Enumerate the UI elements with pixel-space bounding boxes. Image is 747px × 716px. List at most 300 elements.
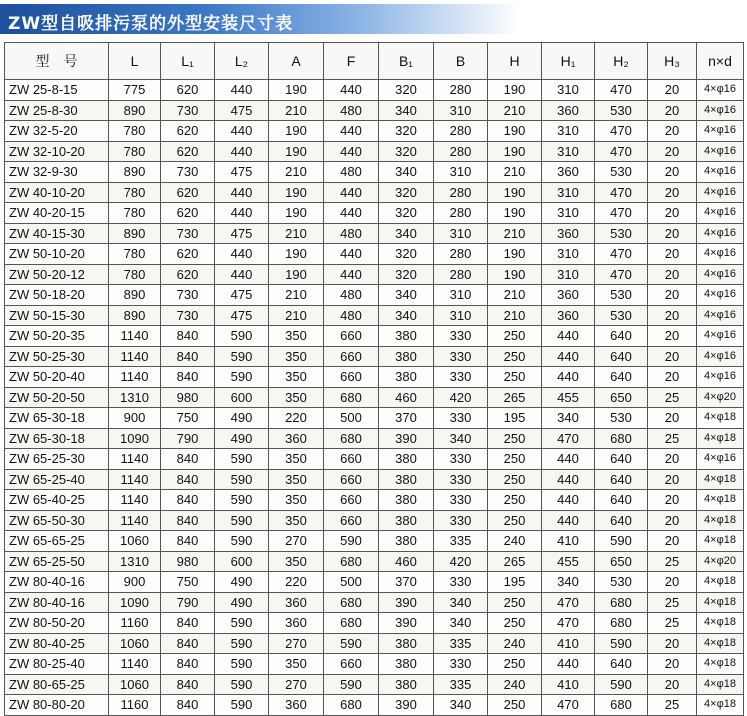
dimension-cell: 1090: [109, 592, 161, 613]
dimension-cell: 420: [434, 551, 488, 572]
dimension-cell: 25: [648, 387, 697, 408]
dimension-cell: 440: [542, 346, 595, 367]
dimension-cell: 500: [324, 572, 379, 593]
dimension-cell: 480: [324, 285, 379, 306]
dimension-cell: 265: [488, 387, 542, 408]
dimension-cell: 380: [379, 367, 434, 388]
dimension-cell: 20: [648, 80, 697, 101]
dimension-cell: 1140: [109, 346, 161, 367]
dimension-cell: 190: [269, 141, 324, 162]
dimension-cell: 380: [379, 674, 434, 695]
dimension-cell: 280: [434, 80, 488, 101]
dimension-cell: 250: [488, 654, 542, 675]
dimension-cell: 280: [434, 121, 488, 142]
table-row: [5, 387, 744, 408]
dimension-cell: 900: [109, 572, 161, 593]
hole-spec-cell: 4×φ16: [697, 141, 744, 162]
table-row: [5, 449, 744, 470]
dimension-cell: 370: [379, 408, 434, 429]
dimension-cell: 20: [648, 408, 697, 429]
dimension-cell: 730: [161, 305, 215, 326]
dimension-cell: 20: [648, 285, 697, 306]
hole-spec-cell: 4×φ18: [697, 592, 744, 613]
dimension-cell: 320: [379, 264, 434, 285]
dimension-cell: 900: [109, 408, 161, 429]
dimension-cell: 980: [161, 551, 215, 572]
dimension-cell: 190: [488, 203, 542, 224]
table-row: [5, 346, 744, 367]
dimension-cell: 1060: [109, 674, 161, 695]
dimension-cell: 250: [488, 469, 542, 490]
table-row: [5, 408, 744, 429]
dimension-cell: 840: [161, 633, 215, 654]
dimension-cell: 640: [595, 367, 648, 388]
dimension-cell: 410: [542, 633, 595, 654]
dimension-cell: 340: [434, 428, 488, 449]
dimension-cell: 840: [161, 367, 215, 388]
dimension-cell: 590: [595, 633, 648, 654]
dimension-cell: 440: [324, 141, 379, 162]
dimension-cell: 455: [542, 551, 595, 572]
dimension-cell: 440: [324, 264, 379, 285]
dimension-cell: 680: [324, 387, 379, 408]
dimension-cell: 750: [161, 408, 215, 429]
dimension-cell: 380: [379, 654, 434, 675]
dimension-cell: 20: [648, 674, 697, 695]
dimension-cell: 530: [595, 223, 648, 244]
dimension-cell: 480: [324, 305, 379, 326]
dimension-cell: 530: [595, 100, 648, 121]
dimension-cell: 20: [648, 633, 697, 654]
dimension-cell: 680: [324, 551, 379, 572]
table-row: [5, 633, 744, 654]
dimension-cell: 210: [488, 305, 542, 326]
dimension-cell: 240: [488, 531, 542, 552]
dimension-cell: 390: [379, 428, 434, 449]
dimension-cell: 440: [215, 244, 269, 265]
dimension-cell: 890: [109, 100, 161, 121]
dimension-cell: 680: [595, 613, 648, 634]
hole-spec-cell: 4×φ18: [697, 408, 744, 429]
hole-spec-cell: 4×φ16: [697, 305, 744, 326]
model-cell: ZW 65-25-50: [5, 551, 109, 572]
dimension-cell: 590: [215, 469, 269, 490]
dimension-cell: 440: [324, 121, 379, 142]
dimension-cell: 20: [648, 510, 697, 531]
model-cell: ZW 65-50-30: [5, 510, 109, 531]
dimension-cell: 20: [648, 367, 697, 388]
dimension-cell: 280: [434, 182, 488, 203]
table-row: [5, 182, 744, 203]
dimension-cell: 360: [542, 100, 595, 121]
dimension-cell: 590: [324, 674, 379, 695]
dimension-cell: 380: [379, 326, 434, 347]
table-row: [5, 367, 744, 388]
table-row: [5, 141, 744, 162]
column-header: 型 号: [5, 43, 109, 80]
title-bar: [0, 4, 520, 34]
dimension-cell: 590: [215, 367, 269, 388]
hole-spec-cell: 4×φ16: [697, 121, 744, 142]
dimension-cell: 640: [595, 469, 648, 490]
dimension-cell: 680: [324, 613, 379, 634]
dimension-cell: 190: [269, 244, 324, 265]
dimension-cell: 890: [109, 223, 161, 244]
dimension-cell: 330: [434, 367, 488, 388]
dimension-cell: 270: [269, 674, 324, 695]
dimension-cell: 310: [434, 305, 488, 326]
dimension-cell: 460: [379, 387, 434, 408]
hole-spec-cell: 4×φ16: [697, 264, 744, 285]
dimension-cell: 350: [269, 654, 324, 675]
model-cell: ZW 80-65-25: [5, 674, 109, 695]
dimension-cell: 590: [595, 674, 648, 695]
dimension-cell: 780: [109, 264, 161, 285]
model-cell: ZW 80-40-16: [5, 572, 109, 593]
table-row: [5, 572, 744, 593]
dimension-cell: 1090: [109, 428, 161, 449]
dimension-cell: 640: [595, 326, 648, 347]
dimension-cell: 660: [324, 654, 379, 675]
dimension-cell: 340: [434, 613, 488, 634]
dimension-cell: 190: [269, 203, 324, 224]
dimension-cell: 195: [488, 572, 542, 593]
dimension-cell: 20: [648, 264, 697, 285]
dimension-cell: 390: [379, 592, 434, 613]
dimension-cell: 380: [379, 490, 434, 511]
dimension-cell: 20: [648, 244, 697, 265]
dimension-cell: 590: [215, 346, 269, 367]
table-row: [5, 490, 744, 511]
dimension-cell: 890: [109, 305, 161, 326]
dimension-cell: 530: [595, 305, 648, 326]
dimension-cell: 780: [109, 244, 161, 265]
model-cell: ZW 65-25-40: [5, 469, 109, 490]
dimension-cell: 590: [215, 674, 269, 695]
model-cell: ZW 65-65-25: [5, 531, 109, 552]
hole-spec-cell: 4×φ16: [697, 346, 744, 367]
dimension-cell: 590: [215, 654, 269, 675]
dimension-cell: 730: [161, 223, 215, 244]
dimension-cell: 440: [215, 80, 269, 101]
dimension-cell: 1140: [109, 490, 161, 511]
dimension-cell: 250: [488, 428, 542, 449]
column-header: B: [434, 43, 488, 80]
dimension-cell: 25: [648, 613, 697, 634]
dimension-cell: 280: [434, 244, 488, 265]
dimension-cell: 500: [324, 408, 379, 429]
dimension-cell: 455: [542, 387, 595, 408]
model-cell: ZW 25-8-15: [5, 80, 109, 101]
hole-spec-cell: 4×φ18: [697, 428, 744, 449]
dimension-cell: 590: [324, 633, 379, 654]
dimension-cell: 660: [324, 469, 379, 490]
model-cell: ZW 80-40-25: [5, 633, 109, 654]
dimension-cell: 730: [161, 285, 215, 306]
dimension-cell: 250: [488, 613, 542, 634]
hole-spec-cell: 4×φ16: [697, 182, 744, 203]
hole-spec-cell: 4×φ18: [697, 633, 744, 654]
hole-spec-cell: 4×φ18: [697, 469, 744, 490]
dimension-cell: 360: [269, 428, 324, 449]
column-header: n×d: [697, 43, 744, 80]
dimension-cell: 20: [648, 326, 697, 347]
column-header: F: [324, 43, 379, 80]
dimension-cell: 340: [434, 695, 488, 716]
dimension-cell: 25: [648, 428, 697, 449]
dimension-cell: 310: [434, 285, 488, 306]
model-cell: ZW 40-10-20: [5, 182, 109, 203]
dimension-cell: 730: [161, 162, 215, 183]
dimension-cell: 890: [109, 162, 161, 183]
dimension-cell: 330: [434, 449, 488, 470]
dimension-cell: 210: [488, 100, 542, 121]
dimension-cell: 25: [648, 592, 697, 613]
dimension-cell: 310: [542, 182, 595, 203]
dimension-cell: 470: [542, 428, 595, 449]
dimension-cell: 470: [542, 613, 595, 634]
dimension-cell: 840: [161, 469, 215, 490]
dimension-cell: 350: [269, 510, 324, 531]
model-cell: ZW 32-9-30: [5, 162, 109, 183]
dimension-cell: 20: [648, 449, 697, 470]
dimension-cell: 390: [379, 695, 434, 716]
dimension-cell: 360: [269, 695, 324, 716]
dimension-cell: 380: [379, 510, 434, 531]
dimension-cell: 780: [109, 141, 161, 162]
dimension-cell: 320: [379, 121, 434, 142]
dimension-cell: 590: [215, 510, 269, 531]
column-header: H₁: [542, 43, 595, 80]
table-row: [5, 613, 744, 634]
hole-spec-cell: 4×φ16: [697, 223, 744, 244]
dimension-cell: 250: [488, 367, 542, 388]
dimension-cell: 25: [648, 551, 697, 572]
dimension-cell: 330: [434, 408, 488, 429]
dimension-cell: 335: [434, 633, 488, 654]
dimension-cell: 250: [488, 326, 542, 347]
dimension-cell: 1160: [109, 695, 161, 716]
dimension-cell: 530: [595, 408, 648, 429]
dimension-cell: 190: [488, 244, 542, 265]
dimension-cell: 280: [434, 203, 488, 224]
dimension-cell: 310: [434, 162, 488, 183]
dimension-cell: 360: [269, 592, 324, 613]
column-header: L₂: [215, 43, 269, 80]
dimension-cell: 640: [595, 346, 648, 367]
dimension-cell: 590: [215, 613, 269, 634]
dimension-cell: 470: [595, 244, 648, 265]
table-row: [5, 674, 744, 695]
dimension-cell: 265: [488, 551, 542, 572]
model-cell: ZW 40-20-15: [5, 203, 109, 224]
dimension-cell: 350: [269, 551, 324, 572]
dimension-cell: 340: [379, 100, 434, 121]
dimension-cell: 590: [595, 531, 648, 552]
dimension-cell: 440: [215, 182, 269, 203]
dimension-cell: 475: [215, 162, 269, 183]
table-row: [5, 326, 744, 347]
hole-spec-cell: 4×φ16: [697, 449, 744, 470]
dimension-cell: 190: [488, 80, 542, 101]
dimension-cell: 420: [434, 387, 488, 408]
dimension-cell: 250: [488, 449, 542, 470]
dimension-cell: 310: [542, 244, 595, 265]
hole-spec-cell: 4×φ16: [697, 162, 744, 183]
dimension-cell: 780: [109, 121, 161, 142]
dimension-cell: 190: [269, 80, 324, 101]
dimension-cell: 335: [434, 674, 488, 695]
hole-spec-cell: 4×φ16: [697, 367, 744, 388]
dimension-cell: 480: [324, 223, 379, 244]
dimension-cell: 1140: [109, 654, 161, 675]
dimension-cell: 475: [215, 223, 269, 244]
dimension-cell: 190: [488, 264, 542, 285]
dimension-cell: 190: [488, 141, 542, 162]
dimension-cell: 350: [269, 469, 324, 490]
hole-spec-cell: 4×φ18: [697, 572, 744, 593]
dimension-cell: 680: [595, 592, 648, 613]
table-row: [5, 80, 744, 101]
dimension-cell: 620: [161, 182, 215, 203]
model-cell: ZW 50-20-50: [5, 387, 109, 408]
dimension-cell: 350: [269, 490, 324, 511]
dimension-cell: 440: [542, 490, 595, 511]
dimension-cell: 310: [542, 80, 595, 101]
dimension-cell: 620: [161, 141, 215, 162]
dimension-cell: 370: [379, 572, 434, 593]
dimension-cell: 660: [324, 449, 379, 470]
dimension-cell: 20: [648, 469, 697, 490]
dimension-cell: 640: [595, 490, 648, 511]
dimension-cell: 250: [488, 490, 542, 511]
dimension-cell: 890: [109, 285, 161, 306]
dimension-cell: 470: [542, 592, 595, 613]
dimension-cell: 320: [379, 182, 434, 203]
model-cell: ZW 50-10-20: [5, 244, 109, 265]
dimension-cell: 490: [215, 572, 269, 593]
dimension-cell: 350: [269, 387, 324, 408]
dimension-cell: 660: [324, 326, 379, 347]
dimension-cell: 440: [324, 203, 379, 224]
dimension-cell: 340: [542, 572, 595, 593]
dimension-cell: 340: [542, 408, 595, 429]
dimension-cell: 840: [161, 654, 215, 675]
dimension-cell: 310: [542, 141, 595, 162]
dimension-cell: 390: [379, 613, 434, 634]
dimension-cell: 440: [215, 203, 269, 224]
dimension-cell: 1310: [109, 387, 161, 408]
hole-spec-cell: 4×φ20: [697, 387, 744, 408]
dimension-cell: 440: [542, 654, 595, 675]
dimension-cell: 20: [648, 100, 697, 121]
dimension-cell: 330: [434, 469, 488, 490]
dimension-cell: 270: [269, 633, 324, 654]
dimension-cell: 340: [434, 592, 488, 613]
dimension-cell: 340: [379, 162, 434, 183]
column-header: B₁: [379, 43, 434, 80]
dimension-cell: 310: [434, 223, 488, 244]
dimension-cell: 360: [542, 285, 595, 306]
dimension-cell: 410: [542, 674, 595, 695]
dimension-cell: 440: [542, 510, 595, 531]
table-row: [5, 285, 744, 306]
dimension-cell: 250: [488, 695, 542, 716]
dimension-cell: 470: [595, 182, 648, 203]
dimension-cell: 195: [488, 408, 542, 429]
column-header: L₁: [161, 43, 215, 80]
dimension-cell: 220: [269, 572, 324, 593]
dimension-cell: 640: [595, 449, 648, 470]
dimension-cell: 350: [269, 346, 324, 367]
dimension-cell: 360: [542, 305, 595, 326]
dimension-cell: 460: [379, 551, 434, 572]
dimension-cell: 440: [542, 469, 595, 490]
dimension-cell: 530: [595, 162, 648, 183]
dimension-cell: 210: [269, 223, 324, 244]
dimension-cell: 20: [648, 162, 697, 183]
dimension-table-container: [4, 42, 743, 716]
dimension-cell: 470: [542, 695, 595, 716]
dimension-cell: 490: [215, 408, 269, 429]
dimension-cell: 590: [215, 326, 269, 347]
dimension-cell: 380: [379, 346, 434, 367]
dimension-cell: 620: [161, 203, 215, 224]
dimension-cell: 380: [379, 531, 434, 552]
model-cell: ZW 50-20-12: [5, 264, 109, 285]
table-body: [5, 80, 744, 716]
dimension-cell: 270: [269, 531, 324, 552]
dimension-cell: 190: [269, 121, 324, 142]
model-cell: ZW 50-20-35: [5, 326, 109, 347]
dimension-cell: 20: [648, 121, 697, 142]
dimension-cell: 640: [595, 654, 648, 675]
dimension-cell: 530: [595, 285, 648, 306]
dimension-cell: 220: [269, 408, 324, 429]
dimension-cell: 780: [109, 203, 161, 224]
hole-spec-cell: 4×φ20: [697, 551, 744, 572]
dimension-cell: 440: [542, 326, 595, 347]
dimension-cell: 1060: [109, 633, 161, 654]
dimension-cell: 310: [434, 100, 488, 121]
dimension-cell: 210: [269, 285, 324, 306]
dimension-cell: 210: [488, 223, 542, 244]
dimension-cell: 330: [434, 572, 488, 593]
dimension-cell: 470: [595, 141, 648, 162]
hole-spec-cell: 4×φ16: [697, 100, 744, 121]
model-cell: ZW 65-40-25: [5, 490, 109, 511]
hole-spec-cell: 4×φ16: [697, 244, 744, 265]
table-row: [5, 203, 744, 224]
dimension-cell: 20: [648, 182, 697, 203]
dimension-cell: 330: [434, 326, 488, 347]
dimension-cell: 780: [109, 182, 161, 203]
model-cell: ZW 32-10-20: [5, 141, 109, 162]
dimension-cell: 340: [379, 305, 434, 326]
dimension-cell: 840: [161, 326, 215, 347]
dimension-cell: 20: [648, 223, 697, 244]
dimension-cell: 350: [269, 326, 324, 347]
model-cell: ZW 80-25-40: [5, 654, 109, 675]
dimension-cell: 250: [488, 346, 542, 367]
table-row: [5, 162, 744, 183]
dimension-cell: 590: [215, 449, 269, 470]
dimension-cell: 310: [542, 203, 595, 224]
hole-spec-cell: 4×φ18: [697, 695, 744, 716]
dimension-cell: 210: [488, 285, 542, 306]
dimension-cell: 350: [269, 367, 324, 388]
dimension-cell: 440: [324, 182, 379, 203]
